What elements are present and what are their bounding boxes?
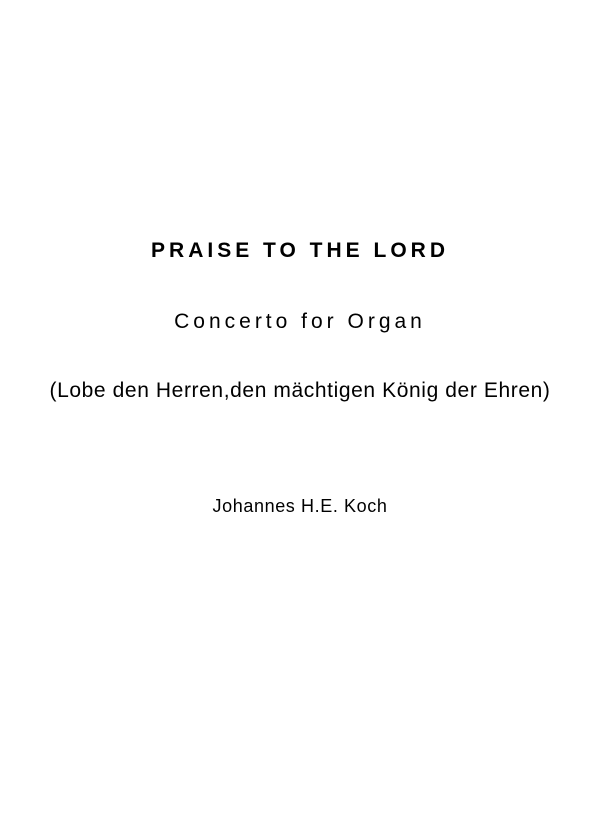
title-block [0,238,600,517]
composer-name: Johannes H.E. Koch [212,495,388,516]
document-subtitle: Concerto for Organ [174,310,426,334]
page-title: PRAISE TO THE LORD [151,239,449,262]
document-german-title: (Lobe den Herren,den mächtigen König der Ehren) [49,379,551,403]
